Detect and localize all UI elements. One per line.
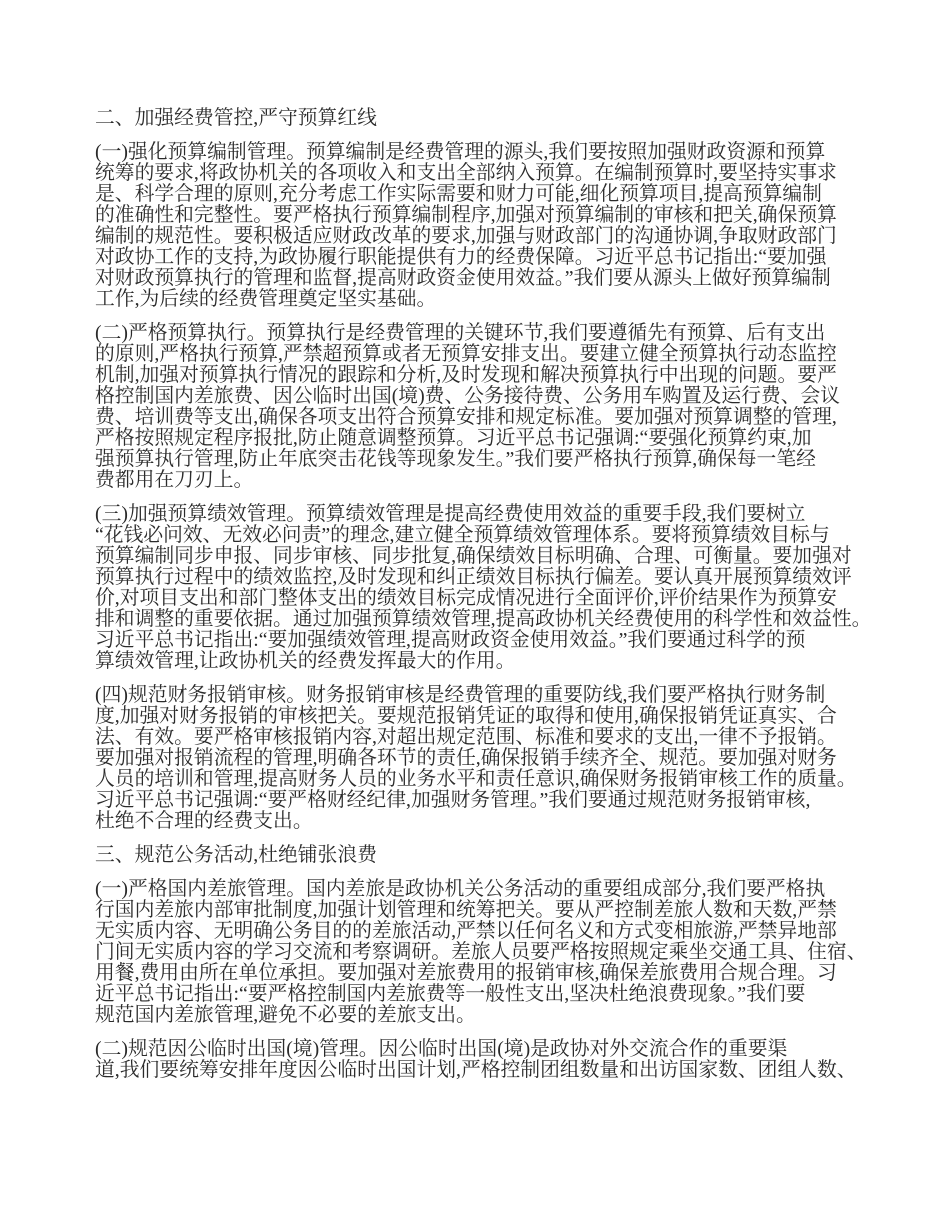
text-line: 度,加强对财务报销的审核把关。要规范报销凭证的取得和使用,确保报销凭证真实、合: [95, 705, 837, 727]
text-line: 对政协工作的支持,为政协履行职能提供有力的经费保障。习近平总书记指出:“要加强: [95, 246, 827, 268]
text-line: 的原则,严格执行预算,严禁超预算或者无预算安排支出。要建立健全预算执行动态监控: [95, 343, 837, 365]
text-line: 预算执行过程中的绩效监控,及时发现和纠正绩效目标执行偏差。要认真开展预算绩效评: [95, 566, 852, 588]
text-line: 三、规范公务活动,杜绝铺张浪费: [95, 844, 377, 866]
text-line: 严格按照规定程序报批,防止随意调整预算。习近平总书记强调:“要强化预算约束,加: [95, 427, 812, 449]
text-line: (一)严格国内差旅管理。国内差旅是政协机关公务活动的重要组成部分,我们要严格执: [95, 878, 826, 900]
text-line: (二)严格预算执行。预算执行是经费管理的关键环节,我们要遵循先有预算、后有支出: [95, 322, 826, 344]
text-line: 价,对项目支出和部门整体支出的绩效目标完成情况进行全面评价,评价结果作为预算安: [95, 587, 837, 609]
paragraph: [95, 323, 885, 491]
text-line: 道,我们要统筹安排年度因公临时出国计划,严格控制团组数量和出访国家数、团组人数、: [95, 1059, 857, 1081]
text-line: 机制,加强对预算执行情况的跟踪和分析,及时发现和解决预算执行中出现的问题。要严: [95, 364, 837, 386]
paragraph: [95, 879, 885, 1026]
text-line: 近平总书记指出:“要严格控制国内差旅费等一般性支出,坚决杜绝浪费现象。”我们要: [95, 983, 806, 1005]
text-line: 习近平总书记强调:“要严格财经纪律,加强财务管理。”我们要通过规范财务报销审核,: [95, 789, 811, 811]
text-line: 无实质内容、无明确公务目的的差旅活动,严禁以任何名义和方式变相旅游,严禁异地部: [95, 920, 837, 942]
text-line: 强预算执行管理,防止年底突击花钱等现象发生。”我们要严格执行预算,确保每一笔经: [95, 448, 816, 470]
text-line: 习近平总书记指出:“要加强绩效管理,提高财政资金使用效益。”我们要通过科学的预: [95, 629, 806, 651]
text-line: 二、加强经费管控,严守预算红线: [95, 107, 377, 129]
text-line: 工作,为后续的经费管理奠定坚实基础。: [95, 288, 437, 310]
section-heading: [95, 845, 885, 866]
text-line: 费、培训费等支出,确保各项支出符合预算安排和规定标准。要加强对预算调整的管理,: [95, 406, 837, 428]
text-line: 是、科学合理的原则,充分考虑工作实际需要和财力可能,细化预算项目,提高预算编制: [95, 183, 822, 205]
text-line: 门间无实质内容的学习交流和考察调研。差旅人员要严格按照规定乘坐交通工具、住宿、: [95, 941, 867, 963]
text-line: 预算编制同步申报、同步审核、同步批复,确保绩效目标明确、合理、可衡量。要加强对: [95, 545, 852, 567]
paragraph: [95, 1039, 885, 1081]
text-line: (一)强化预算编制管理。预算编制是经费管理的源头,我们要按照加强财政资源和预算: [95, 141, 826, 163]
text-line: 规范国内差旅管理,避免不必要的差旅支出。: [95, 1004, 476, 1026]
text-line: (二)规范因公临时出国(境)管理。因公临时出国(境)是政协对外交流合作的重要渠: [95, 1038, 788, 1060]
text-line: 的准确性和完整性。要严格执行预算编制程序,加强对预算编制的审核和把关,确保预算: [95, 204, 837, 226]
text-line: 法、有效。要严格审核报销内容,对超出规定范围、标准和要求的支出,一律不予报销。: [95, 726, 837, 748]
text-line: 用餐,费用由所在单位承担。要加强对差旅费用的报销审核,确保差旅费用合规合理。习: [95, 962, 837, 984]
section-heading: [95, 108, 885, 129]
paragraph: [95, 142, 885, 310]
text-line: 要加强对报销流程的管理,明确各环节的责任,确保报销手续齐全、规范。要加强对财务: [95, 747, 837, 769]
text-line: 杜绝不合理的经费支出。: [95, 810, 313, 832]
text-line: 人员的培训和管理,提高财务人员的业务水平和责任意识,确保财务报销审核工作的质量。: [95, 768, 857, 790]
text-line: 算绩效管理,让政协机关的经费发挥最大的作用。: [95, 650, 516, 672]
text-line: 行国内差旅内部审批制度,加强计划管理和统筹把关。要从严控制差旅人数和天数,严禁: [95, 899, 837, 921]
text-line: 统筹的要求,将政协机关的各项收入和支出全部纳入预算。在编制预算时,要坚持实事求: [95, 162, 837, 184]
text-line: 排和调整的重要依据。通过加强预算绩效管理,提高政协机关经费使用的科学性和效益性。: [95, 608, 872, 630]
text-line: (三)加强预算绩效管理。预算绩效管理是提高经费使用效益的重要手段,我们要树立: [95, 503, 806, 525]
text-line: 编制的规范性。要积极适应财政改革的要求,加强与财政部门的沟通协调,争取财政部门: [95, 225, 837, 247]
text-line: “花钱必问效、无效必问责”的理念,建立健全预算绩效管理体系。要将预算绩效目标与: [95, 524, 830, 546]
document-body: [95, 108, 885, 1081]
text-line: 格控制国内差旅费、因公临时出国(境)费、公务接待费、公务用车购置及运行费、会议: [95, 385, 841, 407]
paragraph: [95, 685, 885, 832]
text-line: (四)规范财务报销审核。财务报销审核是经费管理的重要防线,我们要严格执行财务制: [95, 684, 826, 706]
text-line: 对财政预算执行的管理和监督,提高财政资金使用效益。”我们要从源头上做好预算编制: [95, 267, 831, 289]
text-line: 费都用在刀刃上。: [95, 469, 254, 491]
paragraph: [95, 504, 885, 672]
